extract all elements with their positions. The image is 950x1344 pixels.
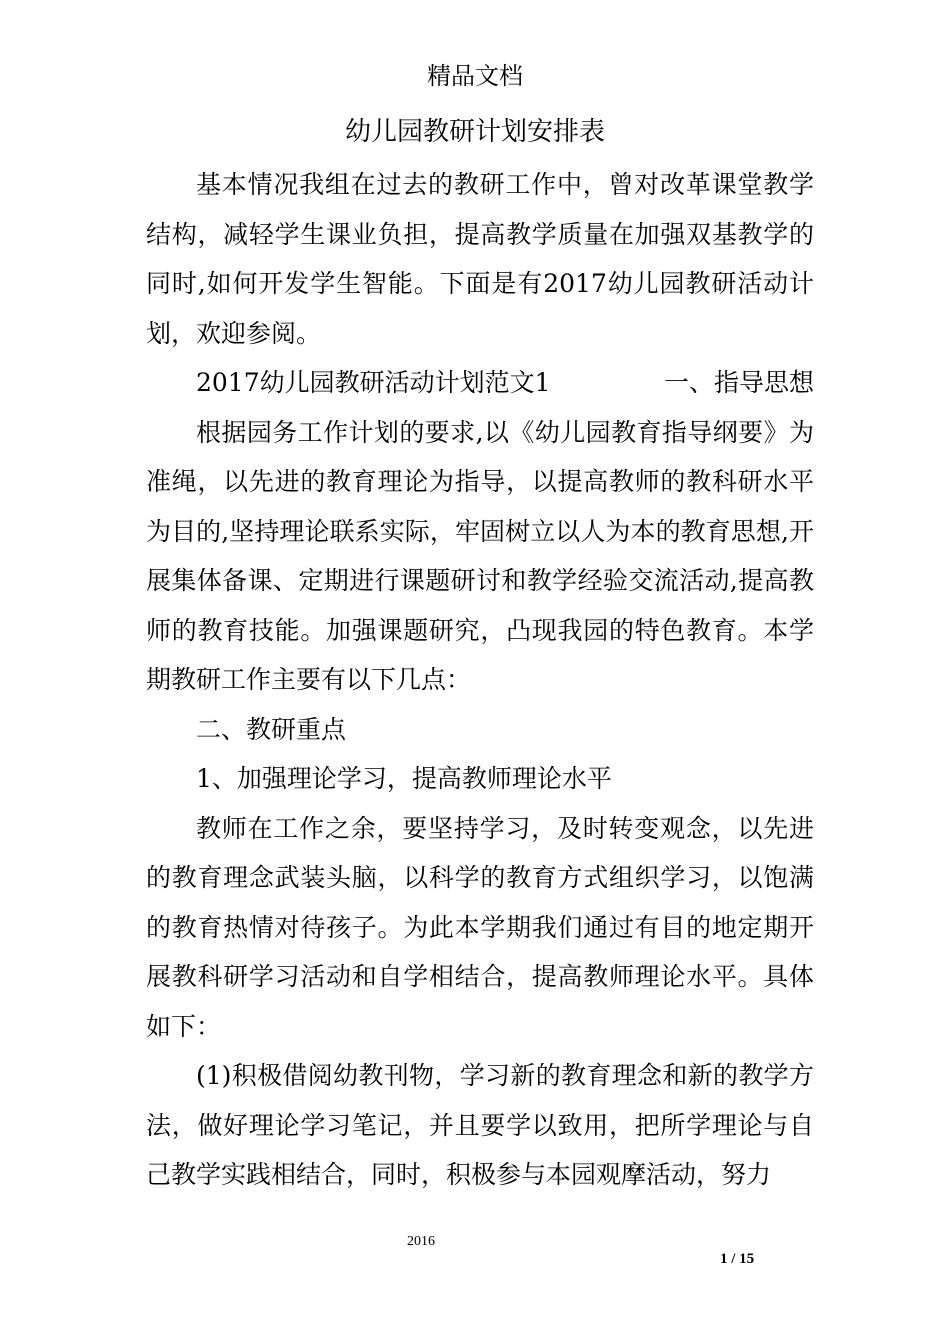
theory-study-paragraph: 教师在工作之余，要坚持学习，及时转变观念，以先进的教育理念武装头脑，以科学的教育方式组织学习，以饱满的教育热情对待孩子。为此本学期我们通过有目的地定期开展教科研学习活动和自学相结合，提高教师理论水平。具体如下： <box>146 813 814 1041</box>
document-title: 幼儿园教研计划安排表 <box>344 117 605 147</box>
section-heading-line <box>146 358 814 408</box>
section-heading-research-focus: 二、教研重点 <box>196 714 347 744</box>
document-header: 精品文档 <box>427 62 523 90</box>
page-number: 1 / 15 <box>720 1251 755 1267</box>
subheading-theory-study: 1、加强理论学习，提高教师理论水平 <box>196 764 612 793</box>
intro-paragraph: 基本情况我组在过去的教研工作中，曾对改革课堂教学结构，减轻学生课业负担，提高教学质量在加强双基教学的同时,如何开发学生智能。下面是有2017幼儿园教研活动计划，欢迎参阅。 <box>146 170 814 348</box>
sample-title: 2017幼儿园教研活动计划范文1 <box>196 368 551 397</box>
footer-year: 2016 <box>407 1234 435 1249</box>
document-body <box>146 160 814 1200</box>
section-heading-guiding-ideology: 一、指导思想 <box>663 368 814 397</box>
item-1-paragraph: (1)积极借阅幼教刊物，学习新的教育理念和新的教学方法，做好理论学习笔记，并且要学以致用，把所学理论与自己教学实践相结合，同时，积极参与本园观摩活动，努力 <box>146 1061 814 1189</box>
guiding-ideology-paragraph: 根据园务工作计划的要求,以《幼儿园教育指导纲要》为准绳，以先进的教育理论为指导，以提高教师的教科研水平为目的,坚持理论联系实际，牢固树立以人为本的教育思想,开展集体备课、定期进行课题研讨和教学经验交流活动,提高教师的教育技能。加强课题研究，凸现我园的特色教育。本学期教研工作主要有以下几点： <box>146 417 814 694</box>
